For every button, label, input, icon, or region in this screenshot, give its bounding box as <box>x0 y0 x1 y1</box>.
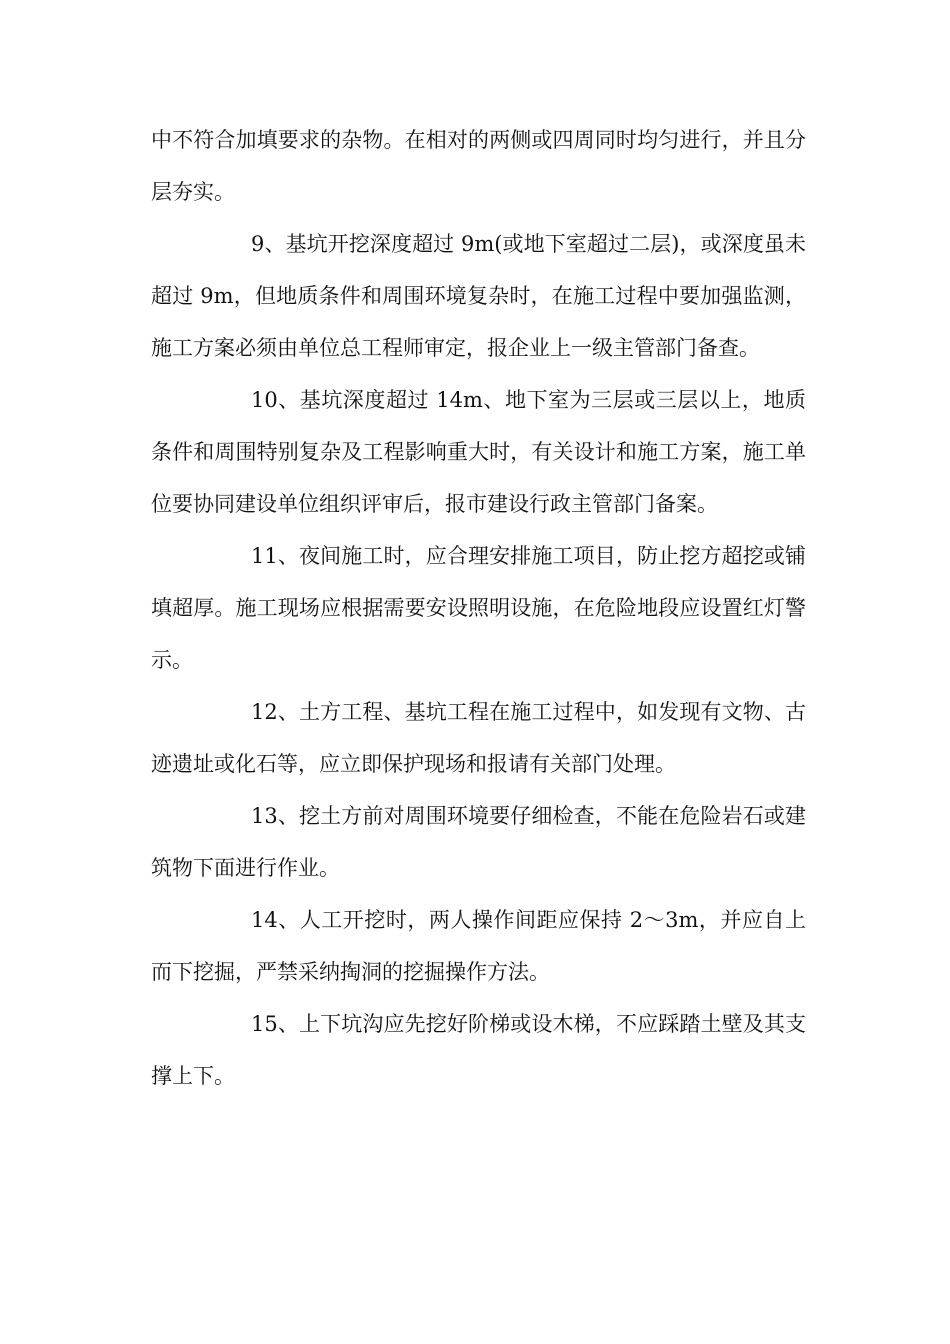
document-body <box>151 114 806 1102</box>
paragraph-item-12: 12、土方工程、基坑工程在施工过程中，如发现有文物、古迹遗址或化石等，应立即保护现场和报请有关部门处理。 <box>151 700 806 776</box>
paragraph-item-10: 10、基坑深度超过 14m、地下室为三层或三层以上，地质条件和周围特别复杂及工程影响重大时，有关设计和施工方案，施工单位要协同建设单位组织评审后，报市建设行政主管部门备案。 <box>151 388 806 516</box>
paragraph-item-11: 11、夜间施工时，应合理安排施工项目，防止挖方超挖或铺填超厚。施工现场应根据需要安设照明设施，在危险地段应设置红灯警示。 <box>151 544 806 672</box>
paragraph-item-9: 9、基坑开挖深度超过 9m(或地下室超过二层)，或深度虽未超过 9m，但地质条件和周围环境复杂时，在施工过程中要加强监测，施工方案必须由单位总工程师审定，报企业上一级主管部门备查。 <box>151 232 806 360</box>
paragraph-item-14: 14、人工开挖时，两人操作间距应保持 2～3m，并应自上而下挖掘，严禁采纳掏洞的挖掘操作方法。 <box>151 908 806 984</box>
paragraph-continuation: 中不符合加填要求的杂物。在相对的两侧或四周同时均匀进行，并且分层夯实。 <box>151 128 806 204</box>
paragraph-item-15: 15、上下坑沟应先挖好阶梯或设木梯，不应踩踏土壁及其支撑上下。 <box>151 1012 806 1088</box>
paragraph-item-13: 13、挖土方前对周围环境要仔细检查，不能在危险岩石或建筑物下面进行作业。 <box>151 804 806 880</box>
